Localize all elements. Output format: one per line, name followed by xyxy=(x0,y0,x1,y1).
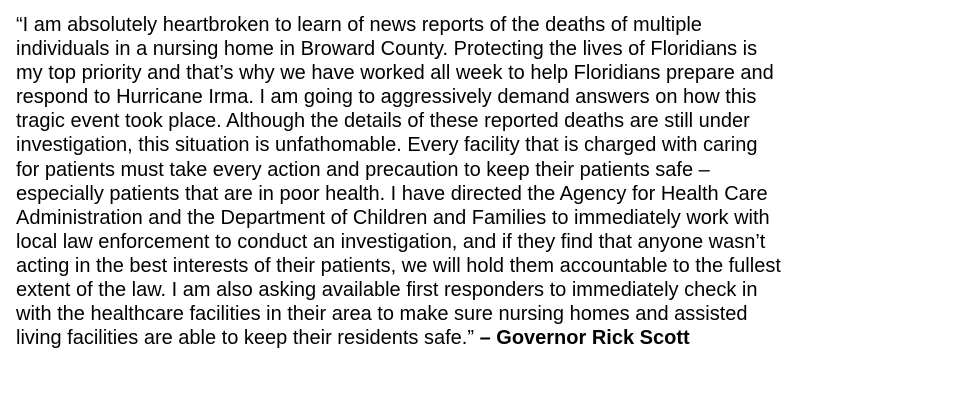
quote-line: my top priority and that’s why we have worked all week to help Floridians prepare and xyxy=(16,62,774,85)
quote-last-line-text: living facilities are able to keep their residents safe.” xyxy=(16,327,475,350)
quote-final-line xyxy=(16,326,946,350)
quote-line: Administration and the Department of Children and Families to immediately work with xyxy=(16,206,770,229)
quote-line: respond to Hurricane Irma. I am going to aggressively demand answers on how this xyxy=(16,86,757,109)
quote-attribution: – Governor Rick Scott xyxy=(479,327,690,350)
quote-line: local law enforcement to conduct an investigation, and if they find that anyone wasn’t xyxy=(16,230,766,253)
quote-statement xyxy=(16,13,946,350)
quote-line: investigation, this situation is unfathomable. Every facility that is charged with caring xyxy=(16,134,758,157)
quote-line: acting in the best interests of their patients, we will hold them accountable to the fullest xyxy=(16,254,781,277)
quote-line: tragic event took place. Although the details of these reported deaths are still under xyxy=(16,110,750,133)
quote-line: especially patients that are in poor health. I have directed the Agency for Health Care xyxy=(16,182,768,205)
quote-line: extent of the law. I am also asking available first responders to immediately check in xyxy=(16,279,758,302)
quote-line: “I am absolutely heartbroken to learn of news reports of the deaths of multiple xyxy=(16,14,702,36)
quote-line: individuals in a nursing home in Broward County. Protecting the lives of Floridians is xyxy=(16,38,758,61)
quote-line: for patients must take every action and precaution to keep their patients safe – xyxy=(16,158,710,181)
quote-line: with the healthcare facilities in their area to make sure nursing homes and assisted xyxy=(16,303,748,326)
